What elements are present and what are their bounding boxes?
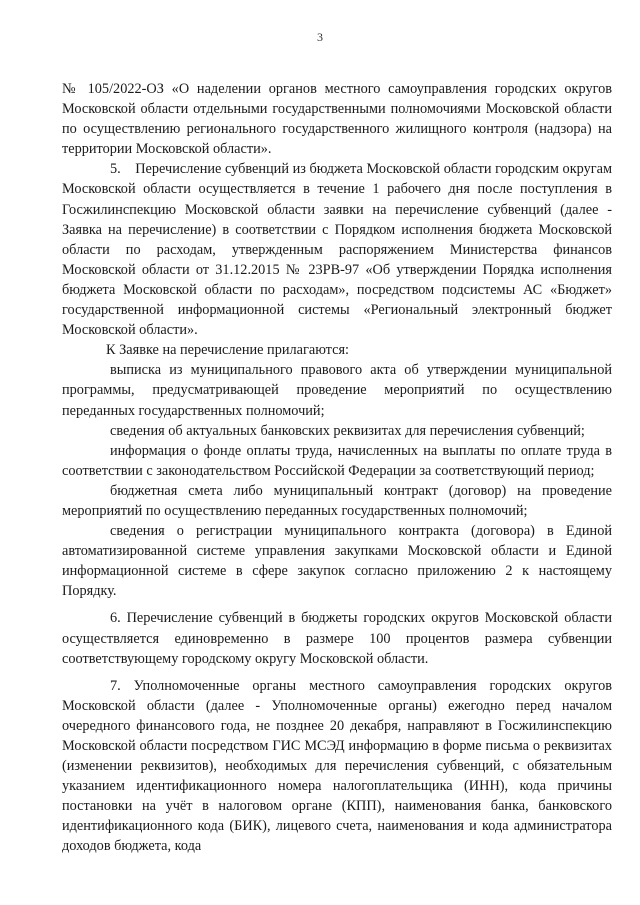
paragraph-attachment-budget-estimate: бюджетная смета либо муниципальный контракт (договор) на проведение мероприятий по осуществлению переданных государственных полномочий;: [62, 482, 612, 519]
paragraph-item-5: 5. Перечисление субвенций из бюджета Московской области городским округам Московской области осуществляется в течение 1 рабочего дня после поступления в Госжилинспекцию Московской области заявки на перечисление субвенций (далее - Заявка на перечисление) в соответствии с Порядком исполнения бюджета Московской области по расходам, утвержденным распоряжением Министерства финансов Московской области от 31.12.2015 № 23РВ-97 «Об утверждении Порядка исполнения бюджета Московской области по расходам», посредством подсистемы АС «Бюджет» государственной информационной системы «Региональный электронный бюджет Московской области».: [62, 161, 612, 339]
paragraph-item-7: 7. Уполномоченные органы местного самоуправления городских округов Московской области (далее - Уполномоченные органы) ежегодно перед началом очередного финансового года, не позднее 20 декабря, направляют в Госжилинспекцию Московской области посредством ГИС МСЭД информацию в форме письма о реквизитах (изменении реквизитов), необходимых для перечисления субвенций, с обязательным указанием идентификационного номера налогоплательщика (ИНН), кода причины постановки на учёт в налоговом органе (КПП), наименования банка, банковского идентификационного кода (БИК), лицевого счета, наименования и кода администратора доходов бюджета, кода: [62, 677, 612, 855]
paragraph-item-6: 6. Перечисление субвенций в бюджеты городских округов Московской области осуществляется единовременно в размере 100 процентов размера субвенции соответствующему городскому округу Московской области.: [62, 610, 612, 667]
paragraph-attachment-payroll: информация о фонде оплаты труда, начисленных на выплаты по оплате труда в соответствии с законодательством Российской Федерации за соответствующий период;: [62, 442, 612, 479]
page-number: 3: [317, 30, 323, 44]
paragraph-attachment-extract: выписка из муниципального правового акта об утверждении муниципальной программы, предусматривающей проведение мероприятий по осуществлению переданных государственных полномочий;: [62, 362, 612, 419]
document-body: [62, 79, 612, 857]
paragraph-attachment-bank-details: сведения об актуальных банковских реквизитах для перечисления субвенций;: [110, 422, 585, 439]
paragraph-law-reference: № 105/2022-ОЗ «О наделении органов местного самоуправления городских округов Московской области отдельными государственными полномочиями Московской области по осуществлению регионального государственного жилищного контроля (надзора) на территории Московской области».: [62, 81, 612, 158]
paragraph-attachment-contract-registration: сведения о регистрации муниципального контракта (договора) в Единой автоматизированной системе управления закупками Московской области и Единой информационной системе в сфере закупок согласно приложению 2 к настоящему Порядку.: [62, 523, 612, 600]
paragraph-attachments-intro: К Заявке на перечисление прилагаются:: [106, 342, 349, 359]
